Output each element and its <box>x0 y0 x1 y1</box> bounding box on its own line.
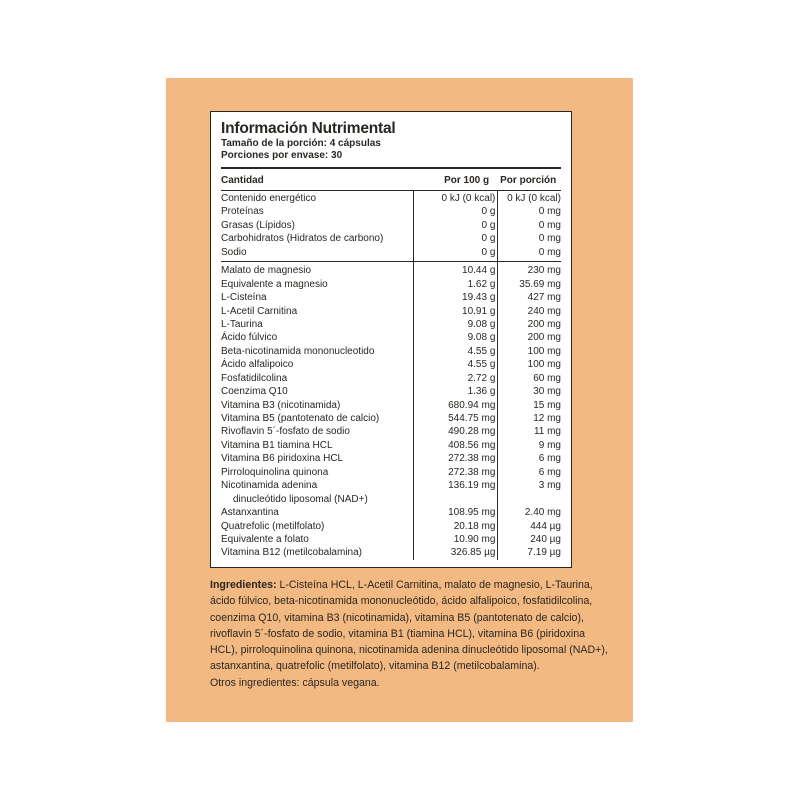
row-per-serving: 9 mg <box>538 439 561 451</box>
table-row <box>221 425 561 438</box>
row-per-serving: 35.69 mg <box>519 278 561 290</box>
table-row <box>221 219 561 232</box>
table-row <box>221 385 561 398</box>
row-name <box>221 264 412 277</box>
row-per-100g: 490.28 mg <box>448 426 496 438</box>
table-row <box>221 466 561 479</box>
nutrition-facts-label <box>210 111 572 568</box>
row-name-line: Vitamina B5 (pantotenato de calcio) <box>221 413 380 424</box>
row-name-line: Beta-nicotinamida mononucleotido <box>221 345 375 357</box>
table-row <box>221 520 561 533</box>
row-per-100g: 10.44 g <box>462 265 496 277</box>
row-per-100g: 9.08 g <box>467 318 496 330</box>
row-per-100g: 108.95 mg <box>448 507 496 519</box>
other-ingredients: Otros ingredientes: cápsula vegana. <box>210 676 380 689</box>
row-per-serving: 2.40 mg <box>524 507 561 519</box>
row-per-serving: 200 mg <box>527 332 561 344</box>
row-name-line: Rivoflavin 5´-fosfato de sodio <box>221 426 350 438</box>
row-per-serving: 0 mg <box>538 219 561 231</box>
row-per-100g: 136.19 mg <box>448 480 496 492</box>
row-per-serving: 100 mg <box>527 345 561 357</box>
row-name-line: Carbohidratos (Hidratos de carbono) <box>221 233 384 245</box>
row-name <box>221 385 412 398</box>
row-per-100g: 9.08 g <box>467 332 496 344</box>
row-name <box>221 246 412 259</box>
row-per-100g: 0 g <box>481 206 496 218</box>
table-row <box>221 264 561 277</box>
row-name-line: Vitamina B12 (metilcobalamina) <box>221 547 362 559</box>
row-per-serving: 240 µg <box>530 533 561 545</box>
table-row <box>221 291 561 304</box>
row-per-serving: 0 mg <box>538 246 561 258</box>
row-name-line: Ácido alfalipoico <box>221 359 294 371</box>
row-per-serving: 15 mg <box>533 399 561 411</box>
row-per-100g: 0 kJ (0 kcal) <box>441 193 496 204</box>
row-name-line: Contenido energético <box>221 193 317 204</box>
row-per-100g: 272.38 mg <box>448 453 496 465</box>
row-per-100g: 1.36 g <box>467 386 496 398</box>
row-name-line: L-Acetil Carnitina <box>221 305 298 317</box>
row-per-serving: 0 kJ (0 kcal) <box>507 193 561 204</box>
row-per-serving: 60 mg <box>533 372 561 384</box>
row-per-100g: 326.85 µg <box>450 547 496 559</box>
row-name-line: Coenzima Q10 <box>221 386 288 398</box>
row-name-line: Pirroloquinolina quinona <box>221 466 329 478</box>
row-name <box>221 345 412 358</box>
table-row <box>221 506 561 519</box>
row-name <box>221 533 412 546</box>
row-name <box>221 291 412 304</box>
table-row <box>221 278 561 291</box>
row-name-line: Equivalente a folato <box>221 533 309 545</box>
row-name <box>221 479 412 506</box>
table-row <box>221 546 561 559</box>
row-per-serving: 230 mg <box>527 265 561 277</box>
row-name <box>221 372 412 385</box>
header-amount: Cantidad <box>221 175 264 186</box>
row-name <box>221 358 412 371</box>
row-per-serving: 200 mg <box>527 318 561 330</box>
table-row <box>221 439 561 452</box>
row-name <box>221 452 412 465</box>
row-per-serving: 6 mg <box>538 466 561 478</box>
row-per-serving: 100 mg <box>527 359 561 371</box>
row-per-serving: 12 mg <box>533 413 561 424</box>
row-name-line: Proteínas <box>221 206 264 218</box>
row-name-line: Fosfatidilcolina <box>221 372 288 384</box>
table-row <box>221 318 561 331</box>
header-divider <box>221 167 561 169</box>
row-per-100g: 1.62 g <box>467 278 496 290</box>
row-per-100g: 408.56 mg <box>448 439 496 451</box>
label-title: Información Nutrimental <box>221 120 396 137</box>
ingredients-heading: Ingredientes: <box>210 579 277 591</box>
table-row <box>221 345 561 358</box>
row-per-100g: 272.38 mg <box>448 466 496 478</box>
row-name-line: L-Cisteína <box>221 292 267 304</box>
row-name-line: Ácido fúlvico <box>221 332 278 344</box>
row-name-line2: dinucleótido liposomal (NAD+) <box>233 493 368 505</box>
row-per-100g: 10.91 g <box>462 305 496 317</box>
table-row <box>221 205 561 218</box>
table-row <box>221 452 561 465</box>
row-name-line: Vitamina B3 (nicotinamida) <box>221 399 341 411</box>
row-per-100g: 2.72 g <box>467 372 496 384</box>
row-per-100g: 680.94 mg <box>448 399 496 411</box>
servings-per-container: Porciones por envase: 30 <box>221 150 343 161</box>
row-name-line: Malato de magnesio <box>221 265 312 277</box>
row-name <box>221 305 412 318</box>
column-header-row <box>221 172 561 190</box>
row-name <box>221 412 412 425</box>
row-per-100g: 0 g <box>481 246 496 258</box>
row-name <box>221 439 412 452</box>
ingredients-paragraph <box>210 577 610 691</box>
row-name <box>221 192 412 205</box>
header-per-serving: Por porción <box>500 175 557 186</box>
table-row <box>221 192 561 205</box>
row-name-line: L-Taurina <box>221 318 263 330</box>
row-name-line: Nicotinamida adenina <box>221 480 318 492</box>
row-per-serving: 11 mg <box>533 426 561 438</box>
table-row <box>221 232 561 245</box>
table-row <box>221 479 561 506</box>
table-row <box>221 331 561 344</box>
row-name <box>221 205 412 218</box>
table-row <box>221 533 561 546</box>
row-name-line: Astanxantina <box>221 507 279 519</box>
row-per-serving: 427 mg <box>527 292 561 304</box>
table-row <box>221 412 561 425</box>
row-name <box>221 278 412 291</box>
row-name-line: Equivalente a magnesio <box>221 278 328 290</box>
row-per-serving: 7.19 µg <box>527 547 561 559</box>
row-per-100g: 0 g <box>481 219 496 231</box>
row-name-line: Sodio <box>221 246 247 258</box>
row-name <box>221 331 412 344</box>
row-per-serving: 0 mg <box>538 233 561 245</box>
row-per-serving: 6 mg <box>538 453 561 465</box>
row-per-serving: 240 mg <box>527 305 561 317</box>
row-name <box>221 399 412 412</box>
row-name-line: Quatrefolic (metilfolato) <box>221 520 325 532</box>
row-per-100g: 544.75 mg <box>448 413 496 424</box>
row-name <box>221 520 412 533</box>
ingredients-text: L-Cisteína HCL, L-Acetil Carnitina, malato de magnesio, L-Taurina, ácido fúlvico, beta-nicotinamida mononucleótido, ácido alfalipoico, fosfatidilcolina, coenzima Q10, vitamina B3 (nicotinamida), vitamina B5 (pantotenato de calcio), rivoflavin 5´-fosfato de sodio, vitamina B1 (tiamina HCL), vitamina B6 (piridoxina HCL), pirroloquinolina quinona, nicotinamida adenina dinucleótido liposomal (NAD+), astanxantina, quatrefolic (metilfolato), vitamina B12 (metilcobalamina). <box>210 579 608 673</box>
row-name <box>221 219 412 232</box>
row-per-100g: 0 g <box>481 233 496 245</box>
row-per-100g: 4.55 g <box>467 345 496 357</box>
active-ingredients-section <box>221 262 561 560</box>
row-per-serving: 3 mg <box>538 480 561 492</box>
row-per-100g: 10.90 mg <box>453 533 496 545</box>
row-per-serving: 30 mg <box>533 386 561 398</box>
row-per-100g: 19.43 g <box>462 292 496 304</box>
row-name-line: Vitamina B1 tiamina HCL <box>221 439 333 451</box>
basic-nutrients-section <box>221 191 561 261</box>
row-per-serving: 444 µg <box>530 520 561 532</box>
row-name <box>221 232 412 245</box>
table-row <box>221 358 561 371</box>
table-row <box>221 399 561 412</box>
row-name-line: Grasas (Lípidos) <box>221 219 295 231</box>
row-name <box>221 546 412 559</box>
table-row <box>221 305 561 318</box>
table-row <box>221 246 561 259</box>
header-per-100g: Por 100 g <box>444 175 490 186</box>
row-name-line: Vitamina B6 piridoxina HCL <box>221 453 344 465</box>
row-name <box>221 506 412 519</box>
row-name <box>221 425 412 438</box>
row-name <box>221 318 412 331</box>
row-name <box>221 466 412 479</box>
row-per-100g: 20.18 mg <box>453 520 496 532</box>
row-per-100g: 4.55 g <box>467 359 496 371</box>
row-per-serving: 0 mg <box>538 206 561 218</box>
table-row <box>221 372 561 385</box>
serving-size: Tamaño de la porción: 4 cápsulas <box>221 138 381 149</box>
